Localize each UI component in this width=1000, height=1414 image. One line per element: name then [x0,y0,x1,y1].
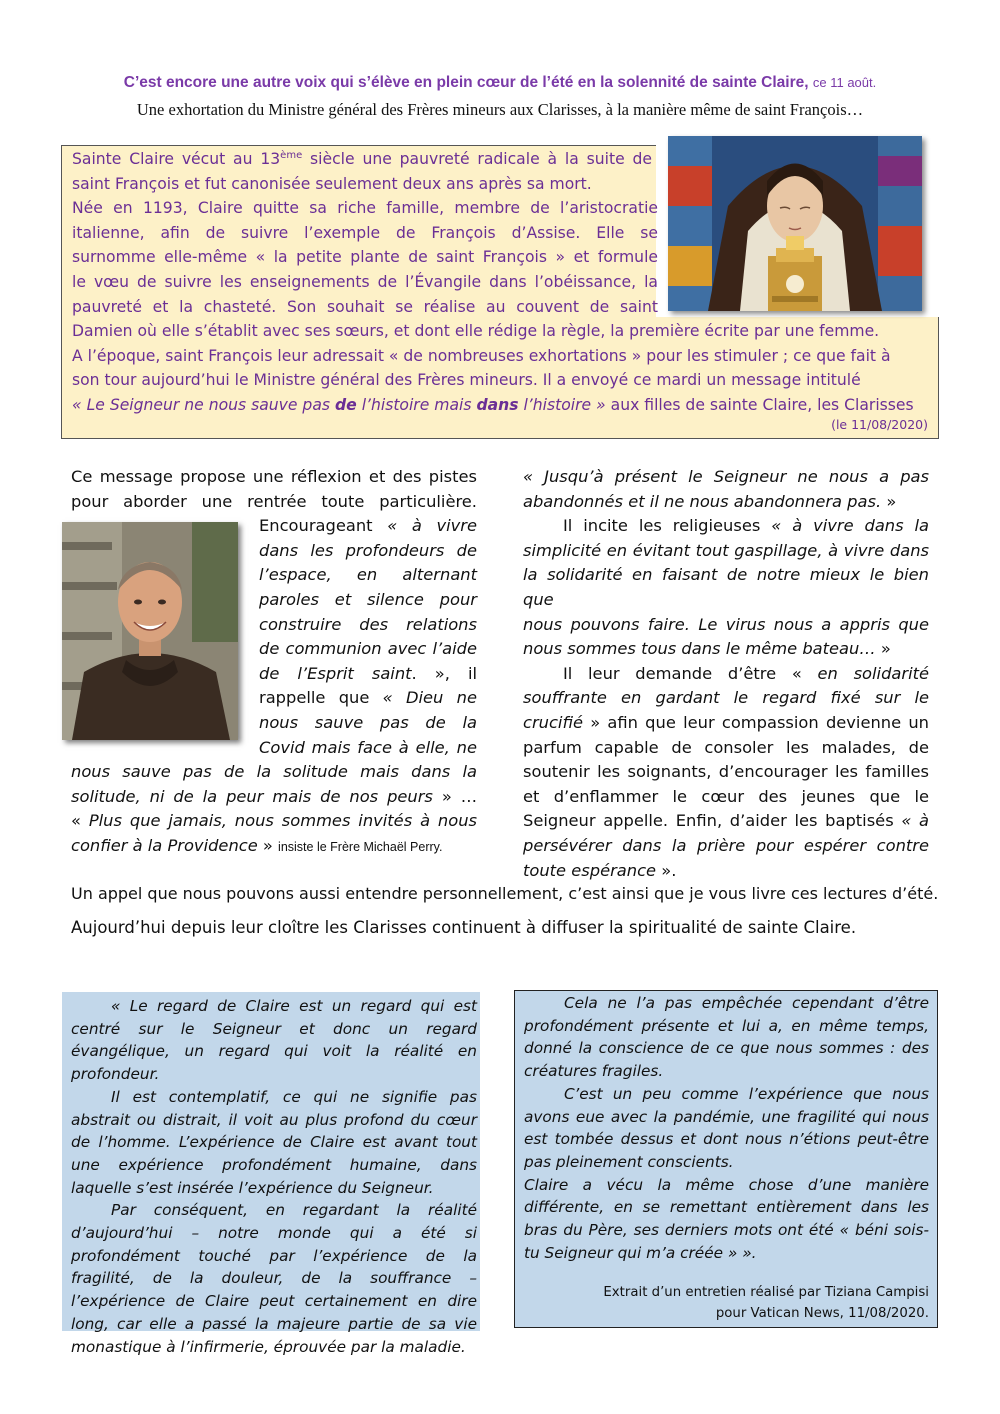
right-line: et d’enflammer le cœur des jeunes que le [523,786,929,806]
quote-paragraph: Il est contemplatif, ce qui ne signifie pas abstrait ou distrait, il voit au plus profond du cœur de l’homme. L’expérience de Claire est avant tout une expérience profondément humaine, dans laquelle s’est insérée l’expérience du Seigneur. [71,1087,477,1197]
right-line: simplicité en évitant tout gaspillage, à vivre dans [523,540,929,560]
right-column [523,465,929,883]
left-line: solitude, ni de la peur mais de nos peurs » … [71,786,477,806]
wrap-line: Covid mais face à elle, ne [259,737,477,757]
right-line: persévérer dans la prière pour espérer contre [523,835,929,855]
quote-paragraph: Claire a vécu la même chose d’une manière différente, en se remettant entièrement dans les bras du Père, ses derniers mots ont été « béni sois-tu Seigneur qui m’a créée » ». [524,1175,929,1262]
quote-paragraph: C’est un peu comme l’expérience que nous avons eue avec la pandémie, une fragilité qui nous est tombée dessus et dont nous n’étions peut-être pas pleinement conscients. [524,1084,929,1171]
clarisses-paragraph: Aujourd’hui depuis leur cloître les Clarisses continuent à diffuser la spiritualité de sainte Claire. [71,918,857,937]
left-line: « Plus que jamais, nous sommes invités à nous [71,811,477,831]
left-line: confier à la Providence » insiste le Frère Michaël Perry. [71,835,443,855]
wrap-line: paroles et silence pour [259,589,477,609]
right-line: Seigneur appelle. Enfin, d’aider les baptisés « à [523,811,930,831]
wrap-line: construire des relations [259,614,477,634]
wrap-line: rappelle que « Dieu ne [259,688,477,708]
right-line: nous pouvons faire. Le virus nous a appris que [523,614,929,634]
intro-line: italienne, afin de suivre l’exemple de François d’Assise. Elle se [72,223,658,242]
intro-line: surnomme elle-même « la petite plante de saint François » et formule [72,248,658,267]
quote-paragraph: Cela ne l’a pas empêchée cependant d’être profondément présente et lui a, en même temps, donné la conscience de ce que nous sommes : des créatures fragiles. [524,994,929,1081]
intro-date: (le 11/08/2020) [831,417,928,432]
intro-line: Damien où elle s’établit avec ses sœurs, et dont elle rédige la règle, la première écrite par une femme. [72,322,880,341]
appel-paragraph: Un appel que nous pouvons aussi entendre personnellement, c’est ainsi que je vous livre ces lectures d’été. [71,884,939,903]
headline-main: C’est encore une autre voix qui s’élève en plein cœur de l’été en la solennité de sainte Claire, [123,74,809,91]
intro-line: le vœu de suivre les enseignements de l’Évangile dans l’obéissance, la [72,272,658,291]
right-line: Il incite les religieuses « à vivre dans la [563,516,929,536]
left-line: pour aborder une rentrée toute particulière. [71,491,477,511]
intro-line: saint François et fut canonisée seulement deux ans après sa mort. [72,174,592,193]
quote-source: Extrait d’un entretien réalisé par Tiziana Campisi pour Vatican News, 11/08/2020. [603,1285,929,1322]
intro-line: « Le Seigneur ne nous sauve pas de l’histoire mais dans l’histoire » aux filles de sainte Claire, les Clarisses [72,395,914,414]
intro-line: son tour aujourd’hui le Ministre général des Frères mineurs. Il a envoyé ce mardi un message intitulé [72,371,861,390]
wrap-line: Encourageant « à vivre [259,516,477,536]
quote-paragraph: « Le regard de Claire est un regard qui est centré sur le Seigneur et donc un regard évangélique, un regard qui voit la réalité en profondeur. [71,997,477,1084]
right-line: nous sommes tous dans le même bateau… » [523,639,891,659]
left-line: nous sauve pas de la solitude mais dans la [71,762,477,782]
headline-date: ce 11 août. [812,75,877,90]
wrap-line: l’espace, en alternant [259,565,477,585]
right-line: soutenir les soignants, d’encourager les familles [523,762,929,782]
intro-line: pauvreté et la chasteté. Son souhait se réalise au couvent de saint [72,297,658,316]
author-signature: insiste le Frère Michaël Perry. [278,839,443,854]
intro-line: Sainte Claire vécut au 13ème siècle une pauvreté radicale à la suite de [72,149,652,168]
wrap-line: de l’Esprit saint. », il [259,663,477,683]
saint-clare-stained-glass-image [668,136,922,311]
right-line: crucifié » afin que leur compassion devienne un [523,712,929,732]
subheadline: Une exhortation du Ministre général des Frères mineurs aux Clarisses, à la manière même de saint François… [136,100,864,119]
friar-portrait-photo [62,522,238,740]
quote-box-right [514,990,938,1328]
quote-paragraph: Par conséquent, en regardant la réalité d’aujourd’hui – notre monde qui a été si profondément touché par l’expérience de la fragilité, de la douleur, de la souffrance – l’expérience de Claire peut certainement en dire long, car elle a passé la majeure partie de sa vie monastique à l’infirmerie, éprouvée par la maladie. [71,1201,477,1356]
wrap-line: de communion avec l’aide [259,639,477,659]
wrap-line: nous sauve pas de la [259,712,477,732]
headline [40,74,960,92]
right-line: parfum capable de consoler les malades, de [523,737,929,757]
right-line: la solidarité en faisant de notre mieux le bien que [523,565,929,609]
right-line: Il leur demande d’être « en solidarité [563,663,929,683]
left-line: Ce message propose une réflexion et des pistes [71,467,477,486]
right-line: toute espérance ». [523,860,677,880]
intro-line: A l’époque, saint François leur adressait « de nombreuses exhortations » pour les stimuler ; ce que fait à [72,346,891,365]
wrap-line: dans les profondeurs de [259,540,477,560]
right-line: souffrante en gardant le regard fixé sur le [523,688,929,708]
right-line: abandonnés et il ne nous abandonnera pas. » [523,491,897,511]
intro-line: Née en 1193, Claire quitte sa riche famille, membre de l’aristocratie [72,199,658,218]
right-line: « Jusqu’à présent le Seigneur ne nous a pas [523,467,929,486]
quote-box-left [62,992,480,1356]
